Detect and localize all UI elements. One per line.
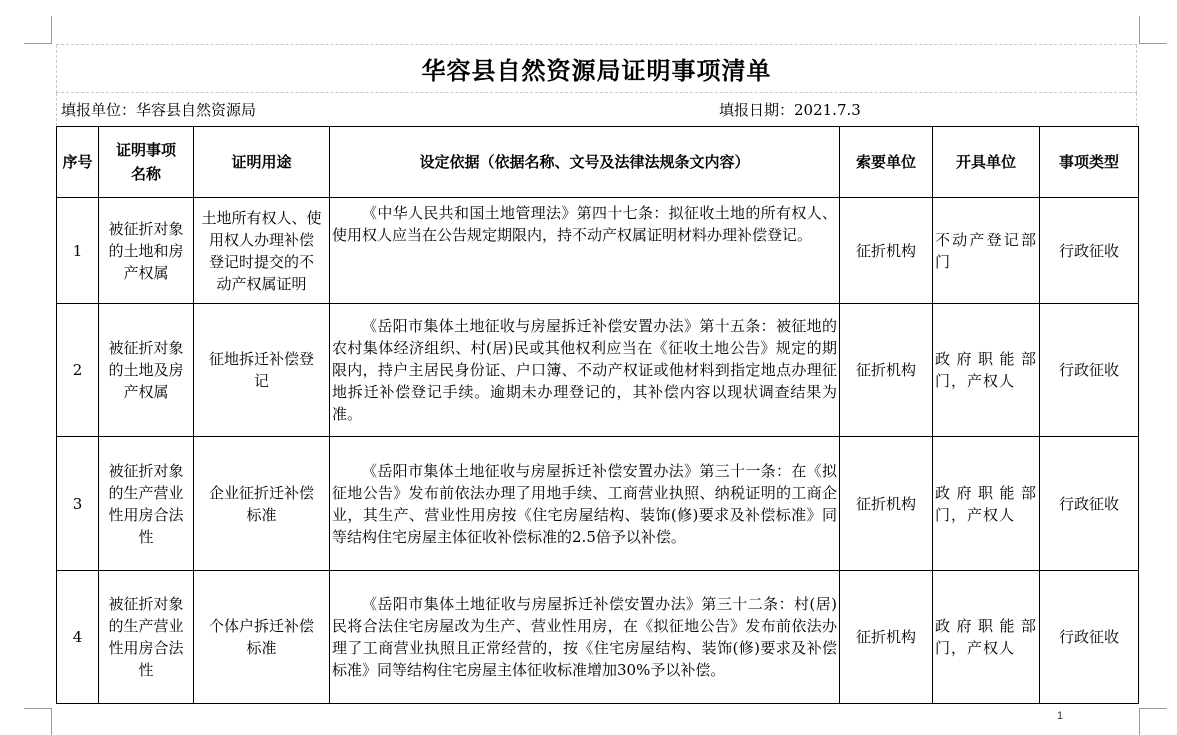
crop-mark — [51, 708, 52, 735]
row-name-line: 产权属 — [123, 263, 169, 282]
row-basis — [330, 437, 840, 571]
row-name — [99, 437, 194, 571]
row-name-line: 的土地和房 — [108, 241, 184, 260]
row-basis — [330, 198, 840, 304]
header-name-line: 名称 — [130, 165, 161, 183]
row-no: 4 — [57, 571, 99, 704]
row-basis — [330, 571, 840, 704]
document-title: 华容县自然资源局证明事项清单 — [56, 45, 1137, 93]
row-name-line: 产权属 — [123, 383, 169, 401]
row-basis-text: 《岳阳市集体土地征收与房屋拆迁补偿安置办法》第十五条：被征地的农村集体经济组织、村(居)民或其他权利应当在《征收土地公告》规定的期限内，持户主居民身份证、户口簿、不动产权证或他材料到指定地点办理征地拆迁补偿登记手续。逾期未办理登记的，其补偿内容以现状调查结果为准。 — [332, 317, 837, 423]
row-no: 1 — [57, 198, 99, 304]
row-purpose-line: 标准 — [246, 639, 277, 657]
crop-mark — [1139, 708, 1167, 709]
row-name-line: 性 — [138, 661, 154, 679]
row-type: 行政征收 — [1040, 571, 1139, 704]
row-type: 行政征收 — [1040, 304, 1139, 437]
header-purpose: 证明用途 — [194, 127, 330, 198]
row-basis — [330, 304, 840, 437]
certificate-table — [56, 126, 1139, 704]
info-row — [56, 93, 1137, 126]
row-name-line: 被征折对象 — [108, 595, 184, 613]
header-name — [99, 127, 194, 198]
row-name-line: 被征折对象 — [108, 461, 184, 480]
row-name-line: 被征折对象 — [108, 219, 184, 238]
fill-unit: 填报单位：华容县自然资源局 — [61, 101, 257, 119]
row-purpose — [194, 198, 330, 304]
row-no: 2 — [57, 304, 99, 437]
crop-mark — [51, 16, 52, 44]
row-purpose — [194, 304, 330, 437]
table-row — [57, 198, 1139, 304]
row-purpose-line: 企业征折迁补偿 — [208, 483, 314, 502]
header-no: 序号 — [57, 127, 99, 198]
header-name-line: 证明事项 — [115, 141, 176, 159]
row-name-line: 的生产营业 — [108, 617, 184, 635]
crop-mark — [1139, 16, 1140, 44]
row-requester: 征折机构 — [840, 198, 933, 304]
crop-mark — [1139, 708, 1140, 735]
row-name-line: 的生产营业 — [108, 483, 184, 502]
row-basis-text: 《中华人民共和国土地管理法》第四十七条：拟征收土地的所有权人、使用权人应当在公告规定期限内，持不动产权属证明材料办理补偿登记。 — [332, 204, 837, 244]
row-issuer: 政府职能部门，产权人 — [933, 304, 1040, 437]
row-purpose-line: 记 — [253, 372, 269, 390]
header-type: 事项类型 — [1040, 127, 1139, 198]
row-name — [99, 571, 194, 704]
table-row — [57, 437, 1139, 571]
row-name — [99, 304, 194, 437]
row-type: 行政征收 — [1040, 437, 1139, 571]
page-number: 1 — [1057, 710, 1064, 722]
row-requester: 征折机构 — [840, 304, 933, 437]
header-basis: 设定依据（依据名称、文号及法律法规条文内容） — [330, 127, 840, 198]
crop-mark — [24, 43, 52, 44]
row-purpose-line: 征地拆迁补偿登 — [208, 350, 314, 368]
row-purpose — [194, 571, 330, 704]
row-purpose-line: 动产权属证明 — [216, 274, 307, 293]
header-issuer: 开具单位 — [933, 127, 1040, 198]
fill-date: 填报日期：2021.7.3 — [719, 101, 861, 119]
row-name-line: 被征折对象 — [108, 339, 184, 357]
row-name-line: 性用房合法 — [108, 505, 184, 524]
row-name-line: 性用房合法 — [108, 639, 184, 657]
crop-mark — [1139, 43, 1167, 44]
row-name — [99, 198, 194, 304]
row-purpose-line: 标准 — [246, 505, 277, 524]
row-no: 3 — [57, 437, 99, 571]
row-issuer: 不动产登记部门 — [933, 198, 1040, 304]
header-requester: 索要单位 — [840, 127, 933, 198]
row-purpose — [194, 437, 330, 571]
crop-mark — [24, 708, 52, 709]
row-purpose-line: 个体户拆迁补偿 — [208, 617, 314, 635]
row-purpose-line: 用权人办理补偿 — [208, 230, 314, 249]
table-header-row — [57, 127, 1139, 198]
row-issuer: 政府职能部门，产权人 — [933, 437, 1040, 571]
row-issuer: 政府职能部门，产权人 — [933, 571, 1040, 704]
row-basis-text: 《岳阳市集体土地征收与房屋拆迁补偿安置办法》第三十一条：在《拟征地公告》发布前依法办理了用地手续、工商营业执照、纳税证明的工商企业，其生产、营业性用房按《住宅房屋结构、装饰(修)要求及补偿标准》同等结构住宅房屋主体征收补偿标准的2.5倍予以补偿。 — [332, 461, 837, 546]
row-requester: 征折机构 — [840, 571, 933, 704]
row-name-line: 性 — [138, 527, 154, 546]
row-basis-text: 《岳阳市集体土地征收与房屋拆迁补偿安置办法》第三十二条：村(居)民将合法住宅房屋改为生产、营业性用房，在《拟征地公告》发布前依法办理了工商营业执照且正常经营的，按《住宅房屋结构、装饰(修)要求及补偿标准》同等结构住宅房屋主体征收标准增加30%予以补偿。 — [332, 595, 837, 679]
row-purpose-line: 登记时提交的不 — [208, 252, 314, 271]
row-requester: 征折机构 — [840, 437, 933, 571]
row-purpose-line: 土地所有权人、使 — [201, 208, 322, 227]
table-row — [57, 571, 1139, 704]
row-name-line: 的土地及房 — [108, 361, 184, 379]
table-row — [57, 304, 1139, 437]
row-type: 行政征收 — [1040, 198, 1139, 304]
